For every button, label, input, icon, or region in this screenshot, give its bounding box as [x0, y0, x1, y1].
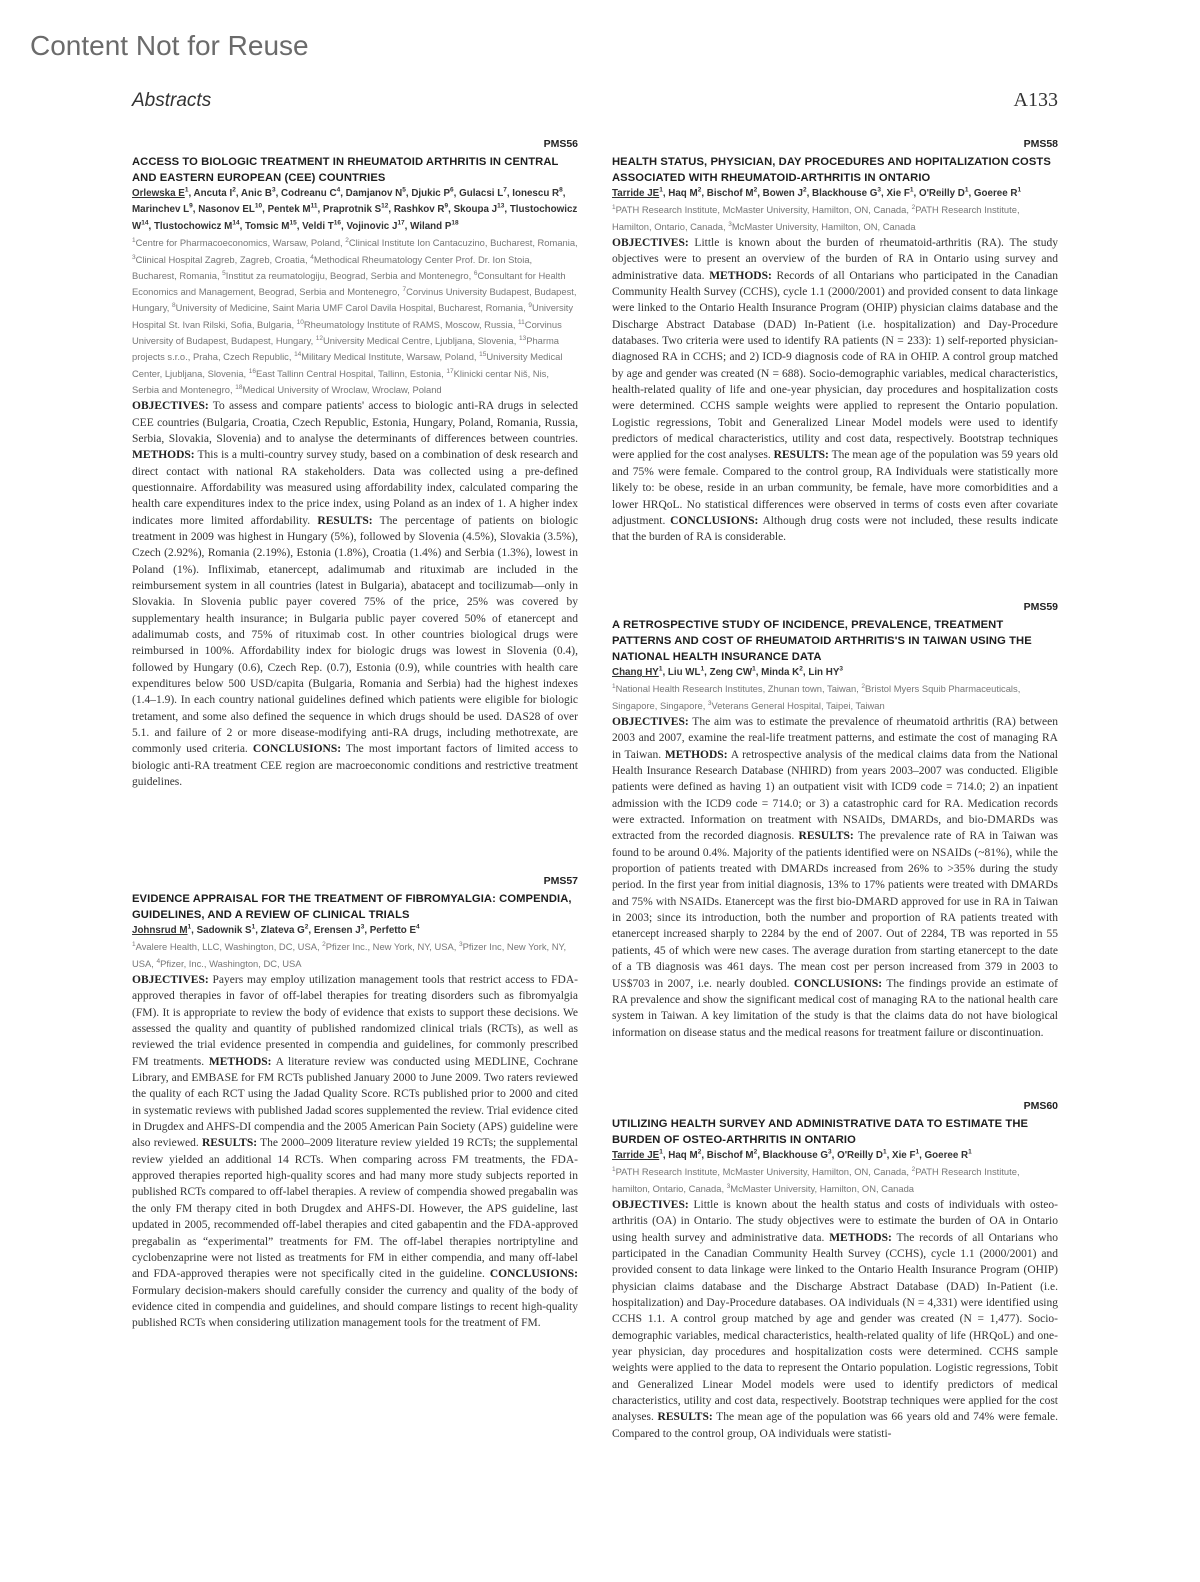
affiliation-text: Consultant for Health Economics and Management, Beograd, Serbia and Montenegro, [132, 269, 566, 298]
section-text: To assess and compare patients' access to biologic anti-RA drugs in selected CEE countries (Bulgaria, Croatia, Czech Republic, Estonia, Hungary, Poland, Romania, Russia, Serbia, Slovakia, Slovenia) and to analyse the determinants of differences between countries. [132, 400, 578, 445]
section-label: METHODS: [829, 1231, 892, 1244]
author-list: Chang $HY^1$, Liu $WL^1$, Zeng $CW^1$, Minda $K^2$, Lin $HY^3$ [612, 665, 843, 678]
author-name: Vojinovic J [346, 220, 398, 232]
section-text: The mean age of the population was 59 years old and 75% were female. Compared to the control group, RA Individuals were statistically more likely to: be obese, reside in an urban community, be female, have more comorbidities and a lower HRQoL. No statistical differences were observed in terms of costs even after covariate adjustment. [612, 449, 1058, 527]
affiliation-ref: 1 [184, 186, 189, 194]
author [346, 221, 404, 232]
abstract-pms56 [132, 138, 578, 790]
affiliation-ref: 2 [304, 923, 309, 931]
abstract-code: PMS60 [1023, 1100, 1058, 1112]
affiliation-number: 4 [310, 253, 314, 261]
author-name: Minda K [761, 667, 800, 678]
author-name: Blackhouse G [812, 188, 878, 199]
affiliation-ref: 1 [752, 665, 756, 673]
abstract-title: A RETROSPECTIVE STUDY OF INCIDENCE, PREVALENCE, TREATMENT PATTERNS AND COST OF RHEUMATOID ARTHRITIS'S IN TAIWAN USING THE NATIONAL HEALTH INSURANCE DATA [612, 619, 1032, 663]
author-name: Ancuta I [193, 188, 233, 199]
affiliation-ref: 1 [1017, 186, 1022, 194]
author [314, 925, 364, 936]
affiliation-number: 2 [322, 941, 326, 949]
author [241, 188, 276, 199]
author-name: Bischof M [706, 1150, 754, 1161]
author [194, 188, 236, 199]
affiliation-number: 7 [402, 285, 407, 293]
abstract-body [612, 1197, 1058, 1442]
affiliation-number: 2 [345, 237, 349, 245]
abstract-pms59 [612, 601, 1058, 1041]
author-name: Rashkov R [393, 204, 445, 216]
section-label: OBJECTIVES: [612, 716, 689, 728]
author [132, 204, 193, 215]
author-name: Haq M [668, 1150, 698, 1161]
author-name: O'Reilly D [918, 188, 965, 199]
affiliation-number: 1 [612, 683, 616, 691]
affiliation-text: University Medical Centre, Ljubljana, Slovenia, [323, 335, 519, 346]
section-label: RESULTS: [201, 1137, 258, 1150]
affiliation-ref: 9 [444, 203, 449, 211]
section-label: RESULTS: [657, 1411, 713, 1424]
affiliation-text: PATH Research Institute, McMaster University, Hamilton, ON, Canada, [615, 204, 912, 216]
author [763, 1150, 832, 1161]
author-name: Gulacsi L [459, 188, 504, 199]
affiliation-ref: 13 [497, 203, 505, 211]
abstract-code: PMS59 [1023, 601, 1058, 613]
affiliation-ref: 1 [882, 1148, 887, 1156]
author-name: Tarride JE [612, 1150, 660, 1161]
presenting-author [612, 188, 663, 199]
author [281, 188, 340, 199]
author-name: Perfetto E [369, 925, 417, 936]
affiliation-number: 16 [248, 367, 256, 375]
affiliation-number: 1 [612, 1166, 616, 1174]
section-text: A literature review was conducted using MEDLINE, Cochrane Library, and EMBASE for FM RCTs published January 2000 to June 2009. Two raters reviewed the quality of each RCT using the Jadad Quality Score. RCTs published prior to 2000 and cited in systematic reviews with published Jadad scores supplemented the review. Trial evidence cited in Drugdex and AHFS-DI compendia and the 2005 American Pain Society (APS) guideline were also reviewed. [132, 1055, 578, 1150]
author [346, 188, 406, 199]
section-label: OBJECTIVES: [612, 237, 689, 249]
author-name: Xie F [886, 188, 910, 199]
affiliation-text: Veterans General Hospital, Taipei, Taiwan [711, 699, 885, 711]
author-name: Codreanu C [281, 188, 337, 199]
affiliation-number: 4 [156, 957, 161, 965]
section-text: A retrospective analysis of the medical claims data from the National Health Insurance Research Database (NHIRD) from years 2003–2007 was conducted. Eligible patients were defined as having 1) an outpatient visit with ICD9 code = 714.0; 2) an inpatient admission with the ICD9 code = 714.0; or 3) a catastrophic card for RA. Medication records were extracted. Information on treatment with NSAIDs, DMARDs, and bio-DMARDs was extracted from the recorded diagnosis. [612, 748, 1058, 843]
author-list: Johnsrud $M^1$, Sadownik $S^1$, Zlateva $G^2$, Erensen $J^3$, Perfetto $E^4$ [132, 923, 420, 936]
section-label: OBJECTIVES: [132, 400, 209, 413]
affiliation-number: 18 [235, 383, 243, 391]
affiliation-text: PATH Research Institute, Hamilton, Ontario, Canada, [612, 204, 1020, 232]
affiliation-text: Pfizer Inc., New York, NY, USA, [325, 941, 460, 953]
affiliation-number: 3 [459, 941, 463, 949]
section-text: The percentage of patients on biologic treatment in 2009 was highest in Hungary (5%), followed by Slovenia (4.5%), Slovakia (3.5%), Czech (2.92%), Romania (2.19%), Estonia (1.8%), Croatia (1.4%) and Serbia (1.3%), lowest in Poland (1%). Infliximab, etanercept, adalimumab and rituximab are included in the reimbursement system in all countries (latest in Bulgaria), abatacept and tocilizumab—only in Slovakia. In Slovenia public payer covered 75% of the price, 25% was covered by supplementary health insurance; in Bulgaria public payer covered 50% of etanercept and adalimumab costs, and 75% of rituximab cost. In other countries biological drugs were reimbursed in 100%. Affordability index for biologic drugs was lowest in Slovenia (0.4), followed by Hungary (0.6), Czech Rep. (0.7), Estonia (0.9), while countries with health care expenditures below 500 USD/capita (Bulgaria, Romania and Serbia) had the highest indexes (1.4–1.9). In each country national guidelines defined which patients were eligible for biologic tretament, and some also defined the sequence in which drugs should be used. DAS28 of over 5.1. and failure of 2 or more disease-modifying anti-RA drugs, including methotrexate, are commonly used criteria. [132, 514, 578, 756]
section-text: The most important factors of limited access to biologic anti-RA treatment CEE region are macroeconomic conditions and restrictive treatment guidelines. [132, 743, 579, 789]
author-name: Pentek M [267, 204, 311, 216]
author-name: Orlewska E [132, 188, 185, 199]
affiliation-ref: 2 [697, 1148, 702, 1156]
page-number: A133 [1013, 89, 1058, 111]
affiliation-ref: 10 [254, 203, 263, 211]
section-label: RESULTS: [798, 830, 854, 843]
section-label: METHODS: [132, 449, 195, 462]
affiliation-ref: 16 [333, 219, 341, 227]
section-text: Payers may employ utilization management tools that restrict access to FDA-approved therapies in favor of off-label therapies for treating disorders such as fibromyalgia (FM). It is appropriate to review the body of evidence that exists to support these decisions. We assessed the quality and quantity of published randomized clinical trials (RCTs), as well as reviewed the trial evidence presented in compendia and guidelines, for commonly prescribed FM treatments. [132, 974, 578, 1068]
affiliation-number: 1 [612, 204, 616, 212]
abstract-body [612, 714, 1058, 1041]
section-text: Little is known about the burden of rheumatoid-arthritis (RA). The study objectives were to present an overview of the burden of RA in Ontario using survey and administrative data. [612, 237, 1058, 282]
author [197, 925, 256, 936]
section-label: CONCLUSIONS: [793, 977, 883, 990]
affiliation-text: Corvinus University of Budapest, Budapest, Hungary, [132, 318, 562, 346]
affiliation-text: McMaster University, Hamilton, ON, Canada [731, 220, 916, 232]
section-label: METHODS: [208, 1055, 272, 1068]
affiliation-ref: 1 [915, 1148, 920, 1156]
abstract-title: UTILIZING HEALTH SURVEY AND ADMINISTRATIVE DATA TO ESTIMATE THE BURDEN OF OSTEO-ARTHRITIS IN ONTARIO [612, 1118, 1029, 1146]
affiliation-number: 6 [473, 269, 478, 277]
author-name: Wiland P [410, 220, 452, 232]
author-name: Haq M [668, 188, 698, 199]
author-name: Tlustochowicz W [132, 204, 578, 232]
abstract-body [132, 398, 578, 790]
author [668, 1150, 701, 1161]
author [302, 221, 341, 232]
author-name: Sadownik S [196, 925, 252, 936]
section-label: OBJECTIVES: [612, 1199, 689, 1211]
abstract-code: PMS57 [543, 875, 578, 887]
section-text: Records of all Ontarians who participated in the Canadian Community Health Survey (CCHS), cycle 1.1 (2000/2001) and provided consent to data linkage were linked to the Ontario Health Insurance Program (OHIP) physician claims database and the Discharge Abstract Database (DAD) In-Patient (i.e. hospitalization) and Day-Procedure databases. Two criteria were used to identify RA patients (N = 233): 1) self-reported physician-diagnosed RA in CCHS; and 2) ICD-9 diagnosis code of RA in OHIP. A control group matched by age and gender was created (N = 688). Socio-demographic variables, medical characteristics, health-related quality of life and one-year physician, day procedures and hospitalization costs were determined. CCHS sample weights were applied to represent the Ontario population. Logistic regressions, Tobit and Generalized Linear Model models were used to identify predictors of medical characteristics, utility and cost data, respectively. Bootstrap techniques were applied for the cost analyses. [612, 269, 1058, 462]
affiliation-number: 15 [479, 351, 487, 359]
affiliation-ref: 1 [659, 186, 663, 194]
author [411, 188, 453, 199]
affiliation-number: 12 [315, 334, 324, 342]
affiliation-text: McMaster University, Hamilton, ON, Canada [730, 1182, 915, 1194]
affiliation-ref: 3 [828, 1148, 832, 1156]
affiliation-ref: 4 [336, 186, 341, 194]
author-name: Zlateva G [260, 925, 305, 936]
section-text: The aim was to estimate the prevalence of rheumatoid arthritis (RA) between 2003 and 2007, examine the real-life treatment patterns, and estimate the cost of managing RA in Taiwan. [612, 716, 1058, 761]
affiliation-ref: 5 [402, 186, 406, 194]
abstract-title: EVIDENCE APPRAISAL FOR THE TREATMENT OF FIBROMYALGIA: COMPENDIA, GUIDELINES, AND A REVIEW OF CLINICAL TRIALS [132, 893, 572, 921]
author-name: Bowen J [762, 188, 803, 199]
author-name: Marinchev L [132, 204, 190, 216]
affiliation-ref: 6 [450, 186, 454, 194]
affiliation-text: Centre for Pharmacoeconomics, Warsaw, Poland, [135, 237, 346, 249]
author-list: Tarride $JE^1$, Haq $M^2$, Bischof $M^2$, Blackhouse $G^3$, O'Reilly $D^1$, Xie $F^1$, Goeree $R^1$ [612, 1148, 972, 1161]
running-header-section: Abstracts [132, 90, 212, 111]
affiliation-ref: 1 [968, 1148, 972, 1156]
affiliation-ref: 2 [232, 186, 236, 194]
affiliation-number: 11 [518, 318, 525, 326]
section-text: The records of all Ontarians who participated in the Canadian Community Health Survey (CCHS), cycle 1.1 (2000/2001) and provided consent to data linkage were linked to the Ontario Health Insurance Program (OHIP) physician claims database and the Discharge Abstract Database (DAD) In-Patient (i.e. hospitalization) and Day-Procedure databases. OA individuals (N = 4,331) were identified using CCHS 1.1. A control group matched by age and gender was created (N = 1,477). Socio-demographic variables, medical characteristics, health-related quality of life (HRQoL) and one-year physician, day procedures and hospitalization costs were determined. CCHS sample weights were applied to the data to represent the Ontario population. Logistic regressions, Tobit and Generalized Linear Model models were used to identify predictors of medical characteristics, utility and cost data, respectively. Bootstrap techniques were applied for the cost analyses. [612, 1231, 1058, 1424]
affiliation-number: 14 [294, 351, 302, 359]
affiliation-ref: 14 [141, 219, 149, 227]
affiliation-number: 17 [446, 367, 454, 375]
affiliation-text: National Health Research Institutes, Zhunan town, Taiwan, [615, 683, 862, 695]
affiliation-number: 3 [726, 1182, 731, 1190]
author-name: Djukic P [411, 188, 451, 199]
abstract-title: HEALTH STATUS, PHYSICIAN, DAY PROCEDURES AND HOPITALIZATION COSTS ASSOCIATED WITH RHEUMATOID-ARTHRITIS IN ONTARIO [612, 156, 1051, 184]
affiliation-text: Institut za reumatologiju, Beograd, Serbia and Montenegro, [225, 269, 474, 281]
section-text: Little is known about the health status and costs of individuals with osteo-arthritis (OA) in Ontario. The study objectives were to estimate the burden of OA in Ontario using health survey and administrative data. [612, 1199, 1058, 1244]
affiliation-ref: 1 [909, 186, 914, 194]
author-name: Chang HY [612, 667, 659, 678]
affiliation-ref: 11 [310, 203, 318, 211]
author [974, 188, 1021, 199]
author-name: Goeree R [924, 1150, 969, 1161]
author [410, 221, 459, 232]
author-name: Ionescu R [512, 188, 560, 199]
author [707, 188, 757, 199]
abstract-body [612, 235, 1058, 546]
affiliation-ref: 1 [700, 665, 705, 673]
author [925, 1150, 972, 1161]
author [808, 667, 843, 678]
affiliation-text: Pfizer Inc, New York, NY, USA, [132, 941, 567, 969]
section-text: The prevalence rate of RA in Taiwan was found to be around 0.4%. Majority of the patients identified were on NSAIDs (~81%), while the proportion of patients treated with DMARDs increased from 26% to >35% during the study period. In the first year from initial diagnosis, 13% to 17% patients were treated with DMARDs and 75% with NSAIDs. Etanercept was the first bio-DMARD approved for use in RA in Taiwan in 2003; since its introduction, both the number and proportion of RA patients treated with etanercept increased sharply to 2284 by the end of 2007. Out of 2284, TB was reported in 55 patients, 45 of which were new cases. The average duration from starting etanercept to the date of a TB diagnosis was 461 days. The mean cost per person increased from 379 in 2003 to US$703 in 2007, i.e. nearly doubled. [612, 830, 1058, 990]
presenting-author [132, 925, 191, 936]
affiliation-ref: 18 [451, 219, 459, 227]
affiliation-number: 10 [296, 318, 304, 326]
author-name: Xie F [892, 1150, 916, 1161]
author [707, 1150, 757, 1161]
affiliation-ref: 4 [416, 923, 420, 931]
author-name: Bischof M [706, 188, 754, 199]
affiliation-text: PATH Research Institute, McMaster University, Hamilton, ON, Canada, [615, 1166, 912, 1178]
affiliation-text: East Tallinn Central Hospital, Tallinn, Estonia, [255, 367, 447, 379]
author [710, 667, 756, 678]
author-name: Tomsic M [245, 220, 290, 232]
abstract-pms58 [612, 138, 1058, 546]
affiliation-text: University Medical Center, Ljubljana, Slovenia, [132, 351, 563, 379]
author [668, 188, 701, 199]
affiliation-ref: 7 [503, 186, 507, 194]
section-label: RESULTS: [773, 449, 829, 462]
affiliation-number: 1 [132, 941, 136, 949]
author [668, 667, 704, 678]
presenting-author [612, 667, 662, 678]
affiliation-ref: 2 [802, 186, 807, 194]
watermark: Content Not for Reuse [30, 30, 309, 61]
affiliation-ref: 3 [877, 186, 881, 194]
affiliation-text: Bristol Myers Squib Pharmaceuticals, Singapore, Singapore, [612, 683, 1021, 711]
author-name: Goeree R [973, 188, 1018, 199]
affiliation-text: Clinical Hospital Zagreb, Zagreb, Croatia, [135, 253, 311, 265]
affiliation-ref: 9 [189, 203, 193, 211]
section-text: Although drug costs were not included, these results indicate that the burden of RA is considerable. [612, 514, 1058, 544]
affiliation-ref: 1 [187, 923, 192, 931]
affiliation-ref: 1 [658, 665, 663, 673]
author-name: Tlustochowicz M [153, 220, 233, 232]
affiliation-number: 3 [707, 699, 712, 707]
author [261, 925, 309, 936]
affiliation-ref: 3 [360, 923, 365, 931]
affiliation-ref: 2 [799, 665, 803, 673]
affiliation-ref: 8 [559, 186, 563, 194]
author-name: Johnsrud M [132, 925, 188, 936]
author-list: Tarride $JE^1$, Haq $M^2$, Bischof $M^2$, Bowen $J^2$, Blackhouse $G^3$, Xie $F^1$, O'Reilly $D^1$, Goeree $R^1$ [612, 186, 1022, 199]
affiliation-text: University of Medicine, Saint Maria UMF Carol Davila Hospital, Bucharest, Romania, [175, 302, 529, 314]
affiliation-ref: 3 [839, 665, 843, 673]
affiliation-text: Corvinus University Budapest, Budapest, Hungary, [132, 286, 577, 314]
affiliation-ref: 15 [289, 219, 297, 227]
author-name: Anic B [240, 188, 272, 199]
presenting-author [612, 1150, 663, 1161]
affiliation-number: 8 [171, 302, 176, 310]
author-name: Damjanov N [345, 188, 403, 199]
author-name: Tarride JE [612, 188, 660, 199]
affiliation-number: 13 [518, 334, 527, 342]
affiliation-text: Methodical Rheumatology Center Prof. Dr. Ion Stoia, Bucharest, Romania, [132, 253, 533, 281]
author [454, 204, 505, 215]
author [763, 188, 807, 199]
abstract-pms57 [132, 875, 578, 1332]
section-label: CONCLUSIONS: [252, 743, 342, 756]
section-label: RESULTS: [317, 514, 373, 527]
author [919, 188, 969, 199]
affiliation-text: Rheumatology Institute of RAMS, Moscow, Russia, [303, 318, 519, 330]
author [323, 204, 389, 215]
section-text: Formulary decision-makers should carefully consider the currency and quality of the body of evidence cited in compendia and guidelines, and should compare listings to recent high-quality published RCTs when considering utilization management tools for the treatment of FM. [132, 1284, 578, 1330]
section-text: The findings provide an estimate of RA prevalence and show the significant medical cost of managing RA to the national health care system in Taiwan. A key limitation of the study is that the claims data do not have biological information on disease status and the medical reasons for treatment failure or discontinuation. [612, 977, 1059, 1039]
affiliation-ref: 3 [271, 186, 276, 194]
section-text: This is a multi-country survey study, based on a combination of desk research and direct contact with national RA stakeholders. Data was collected using a pre-defined questionnaire. Affordability was measured using affordability index, calculated comparing the health care expenditures index to the price index, using Poland as an index of 1. A higher index indicates more limited affordability. [132, 449, 578, 527]
section-label: METHODS: [664, 748, 728, 761]
affiliation-number: 2 [861, 683, 866, 691]
author [459, 188, 507, 199]
affiliations [612, 1164, 1058, 1197]
author-name: Liu WL [667, 667, 701, 678]
author [245, 221, 297, 232]
affiliations [612, 681, 1058, 714]
affiliation-number: 2 [911, 1166, 916, 1174]
author [892, 1150, 919, 1161]
author [394, 204, 448, 215]
affiliations [132, 939, 578, 972]
author [370, 925, 420, 936]
affiliation-text: Pharma projects s.r.o., Praha, Czech Republic, [132, 335, 560, 363]
affiliation-ref: 1 [251, 923, 256, 931]
author [198, 204, 262, 215]
author-name: O'Reilly D [837, 1150, 883, 1161]
author-list: Orlewska $E^1$, Ancuta $I^2$, Anic $B^3$, Codreanu $C^4$, Damjanov $N^5$, Djukic $P^6$, Gulacsi $L^7$, Ionescu $R^8$, Marinchev $L^9$, Nasonov EL$^{10}$, Pentek $M^{11}$, Praprotnik $S^{12}$, Rashkov $R^9$, Skoupa $J^{13}$, Tlustochowicz $W^{14}$, Tlustochowicz $M^{14}$, Tomsic $M^{15}$, Veldi $T^{16}$, Vojinovic $J^{17}$, Wiland $P^{18}$ [132, 186, 578, 232]
affiliation-text: Military Medical Institute, Warsaw, Poland, [301, 351, 480, 363]
presenting-author [132, 188, 188, 199]
abstract-pms60 [612, 1100, 1058, 1442]
affiliation-number: 3 [728, 220, 732, 228]
author [268, 204, 318, 215]
affiliation-text: Klinicki centar Niš, Nis, Serbia and Montenegro, [132, 367, 549, 395]
author [886, 188, 913, 199]
author [512, 188, 562, 199]
affiliation-text: PATH Research Institute, hamilton, Ontario, Canada, [612, 1166, 1020, 1194]
affiliation-ref: 12 [381, 203, 389, 211]
section-label: CONCLUSIONS: [489, 1268, 578, 1281]
author [761, 667, 803, 678]
affiliation-ref: 17 [397, 219, 405, 227]
affiliation-ref: 1 [964, 186, 969, 194]
author-name: Nasonov EL [198, 204, 255, 216]
author-name: Erensen J [313, 925, 361, 936]
author-name: Skoupa J [453, 204, 498, 216]
affiliation-number: 5 [222, 269, 226, 277]
affiliation-ref: 2 [697, 186, 702, 194]
author [154, 221, 240, 232]
affiliation-text: Clinical Institute Ion Cantacuzino, Bucharest, Romania, [348, 237, 578, 249]
author-name: Blackhouse G [762, 1150, 828, 1161]
section-label: METHODS: [709, 269, 772, 282]
abstract-code: PMS58 [1023, 138, 1058, 150]
affiliation-text: Pfizer, Inc., Washington, DC, USA [160, 957, 302, 969]
affiliation-text: University Hospital St. Ivan Rilski, Sofia, Bulgaria, [132, 302, 574, 330]
affiliations [132, 235, 578, 398]
abstract-title: ACCESS TO BIOLOGIC TREATMENT IN RHEUMATOID ARTHRITIS IN CENTRAL AND EASTERN EUROPEAN (CEE) COUNTRIES [132, 156, 559, 184]
author-name: Praprotnik S [322, 204, 382, 216]
section-text: The 2000–2009 literature review yielded 19 RCTs; the supplemental review yielded an additional 14 RCTs. When comparing across FM treatments, the FDA-approved therapies reported high-quality scores and had many more study subjects reported in published RCTs compared to off-label therapies. A review of compendia showed pregabalin was the only FM therapy cited in both Drugdex and AHFS-DI. However, the APS guideline, last updated in 2005, recommended off-label therapies and cited gabapentin and the FDA-approved pregabalin as “experimental” treatments for FM. The off-label therapies nortriptyline and cyclobenzaprine were not listed as treatments for FM in either compendia, and many off-label and FDA-approved therapies were not specifically cited in the guideline. [132, 1137, 578, 1281]
abstract-code: PMS56 [543, 138, 578, 150]
author-name: Veldi T [302, 220, 334, 232]
section-label: CONCLUSIONS: [670, 514, 759, 527]
author-name: Zeng CW [709, 667, 753, 678]
affiliation-ref: 14 [232, 219, 240, 227]
affiliation-text: Medical University of Wroclaw, Wroclaw, Poland [242, 383, 442, 395]
section-label: OBJECTIVES: [132, 974, 209, 986]
affiliations [612, 202, 1058, 235]
affiliation-text: Avalere Health, LLC, Washington, DC, USA, [135, 941, 323, 953]
affiliation-number: 2 [911, 204, 916, 212]
abstract-body [132, 972, 578, 1332]
section-text: The mean age of the population was 66 years old and 74% were female. Compared to the control group, OA individuals were statisti- [612, 1411, 1058, 1440]
author-name: Lin HY [808, 667, 840, 678]
affiliation-ref: 1 [659, 1148, 663, 1156]
author [812, 188, 881, 199]
affiliation-number: 1 [132, 237, 136, 245]
affiliation-ref: 2 [753, 186, 758, 194]
affiliation-number: 3 [132, 253, 136, 261]
author [837, 1150, 887, 1161]
affiliation-number: 9 [528, 302, 532, 310]
affiliation-ref: 2 [753, 1148, 758, 1156]
